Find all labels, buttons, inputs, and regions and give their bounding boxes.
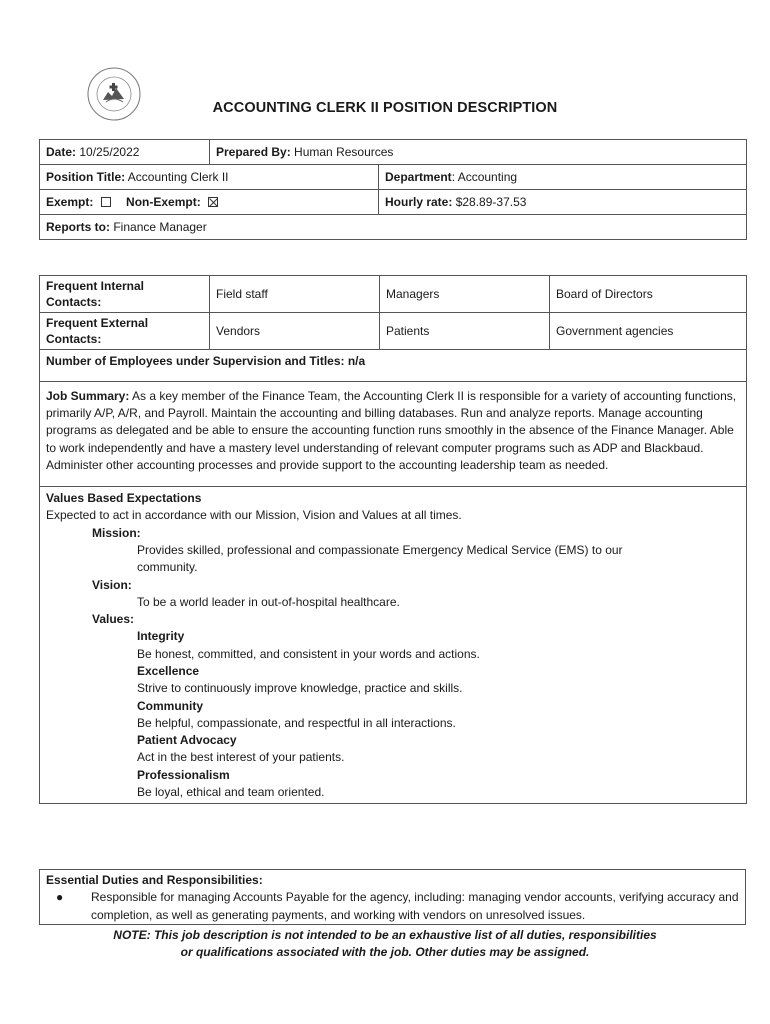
value-name: Professionalism <box>137 767 230 782</box>
duties-cell <box>40 870 746 925</box>
document-title: ACCOUNTING CLERK II POSITION DESCRIPTION <box>212 100 558 116</box>
internal-contacts-label-line1: Frequent Internal <box>46 279 145 293</box>
exempt-status-cell <box>40 190 379 215</box>
disclaimer-note <box>0 927 770 961</box>
values-intro: Expected to act in accordance with our Mission, Vision and Values at all times. <box>46 508 462 523</box>
prepared-by-value: Human Resources <box>294 145 394 159</box>
non-exempt-checkbox[interactable] <box>208 197 218 207</box>
department-cell <box>379 165 747 190</box>
duty-text: Responsible for managing Accounts Payable for the agency, including: managing vendor accounts, verifying accuracy and completion, as well as generating payments, and working with vendors on unresolved issues. <box>91 890 739 922</box>
value-description: Be honest, committed, and consistent in your words and actions. <box>137 646 480 661</box>
hourly-rate-cell <box>379 190 747 215</box>
value-description: Strive to continuously improve knowledge, practice and skills. <box>137 681 463 696</box>
internal-contact-1: Field staff <box>210 276 380 313</box>
internal-contact-3: Board of Directors <box>550 276 747 313</box>
job-summary-cell <box>40 382 747 487</box>
vision-text: To be a world leader in out-of-hospital healthcare. <box>137 594 400 609</box>
duties-table <box>39 869 746 925</box>
job-summary-text: As a key member of the Finance Team, the Accounting Clerk II is responsible for a variety of accounting functions, primarily A/P, A/R, and Payroll. Maintain the accounting and billing databases. Run and analyze reports. Manage accounting programs as delegated and be able to ensure the accounting function runs smoothly in the absence of the Finance Manager. Able to work independently and have a mastery level understanding of relevant computer programs such as ADP and Blackbaud. Administer other accounting processes and provide support to the accounting leadership team as needed. <box>46 389 737 472</box>
value-name: Community <box>137 698 203 713</box>
value-name: Integrity <box>137 629 185 644</box>
hourly-rate-value: $28.89-37.53 <box>455 195 527 209</box>
list-item <box>46 889 739 924</box>
non-exempt-label: Non-Exempt: <box>126 195 201 209</box>
job-summary-label: Job Summary: <box>46 389 130 403</box>
external-contacts-label <box>40 313 210 350</box>
department-label: Department <box>385 170 452 184</box>
position-info-table <box>39 139 747 240</box>
disclaimer-line-1: NOTE: This job description is not intended to be an exhaustive list of all duties, responsibilities <box>113 928 657 942</box>
employees-supervised: Number of Employees under Supervision and Titles: n/a <box>40 350 747 382</box>
department-value: : Accounting <box>451 170 518 184</box>
value-name: Patient Advocacy <box>137 733 237 748</box>
external-contacts-label-line1: Frequent External <box>46 316 149 330</box>
external-contact-3: Government agencies <box>550 313 747 350</box>
exempt-checkbox[interactable] <box>101 197 111 207</box>
mission-text: Provides skilled, professional and compassionate Emergency Medical Service (EMS) to our community. <box>137 542 623 575</box>
value-name: Excellence <box>137 663 200 678</box>
bullet-icon: ● <box>56 890 64 905</box>
date-cell <box>40 140 210 165</box>
position-title-cell <box>40 165 379 190</box>
date-value: 10/25/2022 <box>79 145 140 159</box>
reports-to-cell <box>40 215 747 240</box>
values-heading: Values Based Expectations <box>46 491 202 506</box>
reports-to-value: Finance Manager <box>113 220 207 234</box>
vision-label: Vision: <box>92 577 132 592</box>
values-cell <box>40 487 747 804</box>
prepared-by-cell <box>210 140 747 165</box>
internal-contact-2: Managers <box>380 276 550 313</box>
date-label: Date: <box>46 145 77 159</box>
value-description: Be helpful, compassionate, and respectful in all interactions. <box>137 715 456 730</box>
internal-contacts-label <box>40 276 210 313</box>
external-contacts-label-line2: Contacts: <box>46 332 102 346</box>
values-label: Values: <box>92 612 135 627</box>
external-contact-2: Patients <box>380 313 550 350</box>
duties-heading: Essential Duties and Responsibilities: <box>46 873 263 887</box>
external-contact-1: Vendors <box>210 313 380 350</box>
value-description: Act in the best interest of your patients. <box>137 750 345 765</box>
disclaimer-line-2: or qualifications associated with the job. Other duties may be assigned. <box>180 945 590 959</box>
mission-label: Mission: <box>92 525 141 540</box>
prepared-by-label: Prepared By: <box>216 145 291 159</box>
reports-to-label: Reports to: <box>46 220 110 234</box>
hourly-rate-label: Hourly rate: <box>385 195 453 209</box>
internal-contacts-label-line2: Contacts: <box>46 295 102 309</box>
job-details-table <box>39 275 747 804</box>
exempt-label: Exempt: <box>46 195 94 209</box>
position-title-value: Accounting Clerk II <box>127 170 229 184</box>
value-description: Be loyal, ethical and team oriented. <box>137 785 325 800</box>
position-title-label: Position Title: <box>46 170 126 184</box>
